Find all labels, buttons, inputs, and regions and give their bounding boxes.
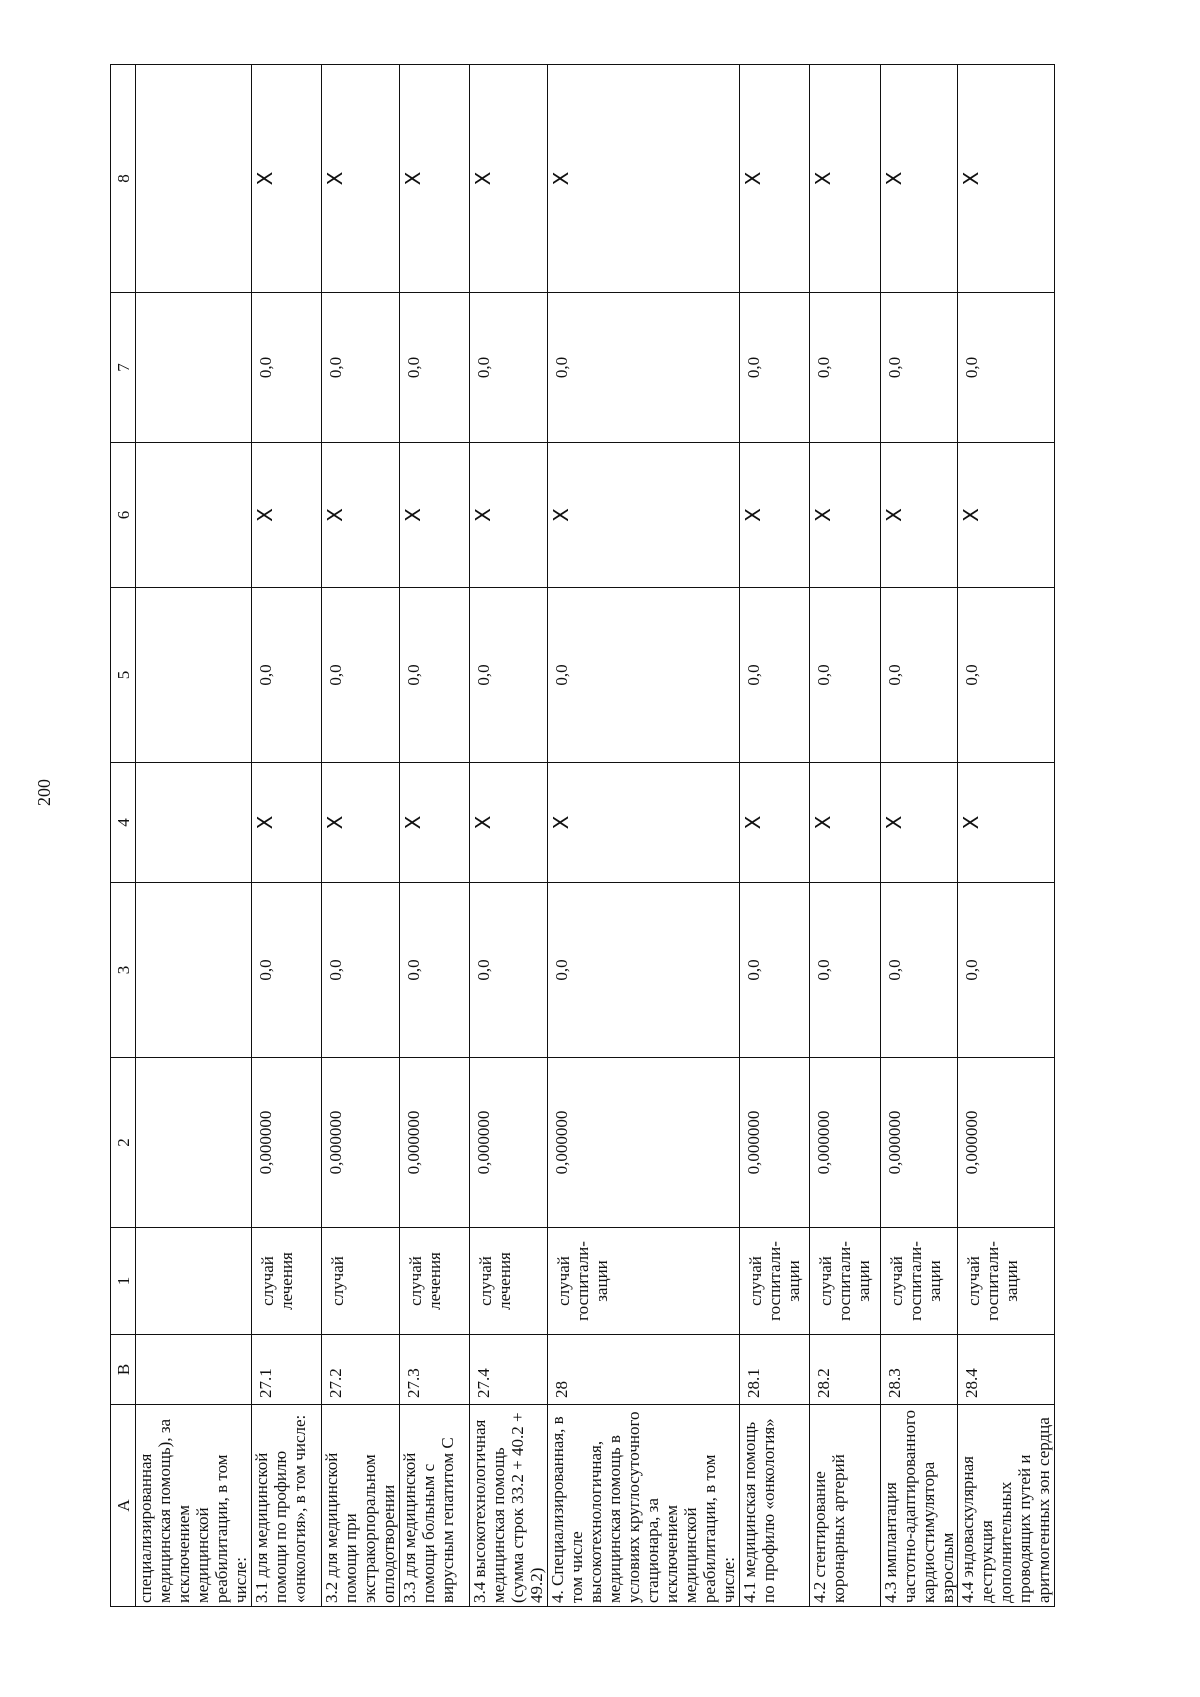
- cell-c4-text: Х: [471, 815, 496, 830]
- cell-c7-text: 0,0: [743, 356, 763, 379]
- cell-b: [958, 1335, 1055, 1405]
- cell-b-text: 27.2: [326, 1368, 346, 1398]
- cell-c1-text: случай: [328, 1256, 348, 1306]
- cell-c4-text: Х: [740, 815, 765, 830]
- cell-c2-text: 0,000000: [403, 1110, 423, 1175]
- cell-a: [810, 1405, 880, 1607]
- col-header-3: 3: [111, 883, 136, 1058]
- cell-c6-text: Х: [811, 508, 836, 522]
- cell-a-text: 4.3 имплантация частотно-адаптированного кардиостимулятора взрослым: [880, 1409, 957, 1603]
- cell-c5-text: 0,0: [962, 664, 982, 686]
- cell-c4: [470, 763, 548, 883]
- col-header-5: 5: [111, 588, 136, 763]
- cell-c5-text: 0,0: [403, 664, 423, 686]
- cell-b-text: 28.4: [962, 1368, 982, 1398]
- cell-c5: [739, 588, 809, 763]
- cell-c1: [399, 1228, 469, 1335]
- cell-c3-text: 0,0: [326, 959, 346, 981]
- cell-c3-text: 0,0: [814, 959, 834, 981]
- cell-c1-text: случай госпитали-зации: [964, 1241, 1022, 1321]
- col-header-b: В: [111, 1335, 136, 1405]
- cell-c5: [470, 588, 548, 763]
- cell-c8-text: Х: [471, 171, 496, 186]
- cell-a: [547, 1405, 739, 1607]
- cell-c1: [880, 1228, 958, 1335]
- cell-c4: [399, 763, 469, 883]
- cell-c8: [739, 65, 809, 293]
- cell-c1-text: случай лечения: [257, 1252, 296, 1310]
- col-header-7: 7: [111, 293, 136, 443]
- cell-c7-text: 0,0: [403, 356, 423, 379]
- cell-c5: [958, 588, 1055, 763]
- cell-c1-text: случай госпитали-зации: [816, 1241, 874, 1321]
- cell-b: [251, 1335, 321, 1405]
- page-number: 200: [34, 779, 54, 806]
- cell-c5-text: 0,0: [743, 664, 763, 686]
- cell-c2: [810, 1058, 880, 1228]
- cell-a: [136, 1405, 252, 1607]
- cell-c1: [470, 1228, 548, 1335]
- cell-c2: [136, 1058, 252, 1228]
- cell-c5: [810, 588, 880, 763]
- cell-c2: [470, 1058, 548, 1228]
- cell-c3: [739, 883, 809, 1058]
- cell-c2-text: 0,000000: [551, 1110, 571, 1175]
- cell-a-text: 3.3 для медицинской помощи больным с вирусным гепатитом С: [399, 1437, 457, 1603]
- cell-c6-text: Х: [548, 508, 573, 522]
- cell-c7-text: 0,0: [474, 356, 494, 379]
- cell-c5: [547, 588, 739, 763]
- cell-c1-text: случай госпитали-зации: [553, 1241, 611, 1321]
- cell-c6-text: Х: [252, 508, 277, 522]
- cell-c8: [136, 65, 252, 293]
- cell-c7: [880, 293, 958, 443]
- cell-c7: [547, 293, 739, 443]
- cell-a-text: 4. Специализированная, в том числе высокотехнологичная, медицинская помощь в условиях круглосуточного стационара, за исключением медицинской реабилитации, в том числе:: [547, 1411, 738, 1603]
- cell-c1-text: случай лечения: [405, 1252, 444, 1310]
- cell-c7: [399, 293, 469, 443]
- cell-c5: [136, 588, 252, 763]
- cell-c5-text: 0,0: [551, 664, 571, 686]
- cell-a-text: специализированная медицинская помощь), за исключением медицинской реабилитации, в том числе:: [136, 1418, 250, 1603]
- cell-b: [547, 1335, 739, 1405]
- cell-a-text: 3.1 для медицинской помощи по профилю «онкология», в том числе:: [251, 1414, 309, 1603]
- cell-c1-text: случай лечения: [476, 1252, 515, 1310]
- cell-c1: [322, 1228, 400, 1335]
- cell-c5-text: 0,0: [474, 664, 494, 686]
- cell-c6: [322, 443, 400, 588]
- col-header-6: 6: [111, 443, 136, 588]
- cell-c6-text: Х: [881, 508, 906, 522]
- cell-c1: [251, 1228, 321, 1335]
- cell-a-text: 4.4 эндоваскулярная деструкция дополнительных проводящих путей и аритмогенных зон сердца: [958, 1417, 1054, 1603]
- cell-c3-text: 0,0: [743, 959, 763, 981]
- cell-c5: [399, 588, 469, 763]
- cell-a-text: 3.4 высокотехнологичная медицинская помощь (сумма строк 33.2 + 40.2 + 49.2): [470, 1412, 547, 1603]
- cell-c2: [322, 1058, 400, 1228]
- cell-c8: [470, 65, 548, 293]
- cell-a: [880, 1405, 958, 1607]
- cell-c1: [958, 1228, 1055, 1335]
- cell-c6-text: Х: [740, 508, 765, 522]
- cell-c3-text: 0,0: [551, 959, 571, 981]
- table-row: [399, 65, 469, 1607]
- cell-c2: [251, 1058, 321, 1228]
- cell-c6-text: Х: [471, 508, 496, 522]
- cell-c6-text: Х: [323, 508, 348, 522]
- cell-c7-text: 0,0: [551, 356, 571, 379]
- cell-c8-text: Х: [740, 171, 765, 186]
- cell-c8: [547, 65, 739, 293]
- cell-c7-text: 0,0: [255, 356, 275, 379]
- cell-c7-text: 0,0: [326, 356, 346, 379]
- cell-c6: [251, 443, 321, 588]
- cell-b: [136, 1335, 252, 1405]
- cell-b-text: 28.3: [884, 1368, 904, 1398]
- cell-c3-text: 0,0: [255, 959, 275, 981]
- cell-c6-text: Х: [400, 508, 425, 522]
- cell-c6: [810, 443, 880, 588]
- cell-c2-text: 0,000000: [474, 1110, 494, 1175]
- col-header-2: 2: [111, 1058, 136, 1228]
- cell-c5-text: 0,0: [255, 664, 275, 686]
- cell-b-text: 28.2: [814, 1368, 834, 1398]
- cell-c1: [547, 1228, 739, 1335]
- cell-b: [880, 1335, 958, 1405]
- cell-c8-text: Х: [548, 171, 573, 186]
- cell-c7: [470, 293, 548, 443]
- table-row: [810, 65, 880, 1607]
- cell-c1-text: случай госпитали-зации: [886, 1241, 944, 1321]
- cell-c3-text: 0,0: [962, 959, 982, 981]
- col-header-1: 1: [111, 1228, 136, 1335]
- cell-c4: [739, 763, 809, 883]
- cell-c4: [322, 763, 400, 883]
- cell-c7: [810, 293, 880, 443]
- cell-c4-text: Х: [548, 815, 573, 830]
- cell-c7: [958, 293, 1055, 443]
- cell-c4: [251, 763, 321, 883]
- cell-b-text: 28: [551, 1381, 571, 1398]
- cell-a: [399, 1405, 469, 1607]
- cell-c2-text: 0,000000: [743, 1110, 763, 1175]
- cell-c1: [136, 1228, 252, 1335]
- cell-c3: [136, 883, 252, 1058]
- cell-c5-text: 0,0: [326, 664, 346, 686]
- cell-a: [958, 1405, 1055, 1607]
- cell-c3: [880, 883, 958, 1058]
- cell-c3: [251, 883, 321, 1058]
- cell-c8-text: Х: [811, 171, 836, 186]
- cell-a: [739, 1405, 809, 1607]
- cell-c2: [958, 1058, 1055, 1228]
- cell-c4-text: Х: [323, 815, 348, 830]
- table-row: [322, 65, 400, 1607]
- cell-c4: [880, 763, 958, 883]
- cell-c8: [810, 65, 880, 293]
- cell-c5-text: 0,0: [814, 664, 834, 686]
- cell-b-text: 27.1: [255, 1368, 275, 1398]
- table-body: [136, 65, 1055, 1607]
- cell-b-text: 27.4: [474, 1368, 494, 1398]
- cell-c2: [880, 1058, 958, 1228]
- cell-c4: [810, 763, 880, 883]
- cell-c6: [136, 443, 252, 588]
- cell-c8: [399, 65, 469, 293]
- cell-c5: [880, 588, 958, 763]
- cell-c3-text: 0,0: [884, 959, 904, 981]
- cell-a-text: 4.1 медицинская помощь по профилю «онкология»: [739, 1418, 778, 1603]
- cell-c3: [547, 883, 739, 1058]
- cell-c2-text: 0,000000: [962, 1110, 982, 1175]
- cell-c2: [399, 1058, 469, 1228]
- cell-c2-text: 0,000000: [326, 1110, 346, 1175]
- cell-c4-text: Х: [811, 815, 836, 830]
- cell-c3-text: 0,0: [403, 959, 423, 981]
- cell-c4-text: Х: [881, 815, 906, 830]
- table-row: [251, 65, 321, 1607]
- cell-c7: [739, 293, 809, 443]
- col-header-4: 4: [111, 763, 136, 883]
- cell-c4: [547, 763, 739, 883]
- cell-c2-text: 0,000000: [814, 1110, 834, 1175]
- cell-c7-text: 0,0: [814, 356, 834, 379]
- table-row: [880, 65, 958, 1607]
- cell-c4-text: Х: [400, 815, 425, 830]
- rotated-table-container: [110, 65, 1055, 1607]
- cell-c2: [739, 1058, 809, 1228]
- cell-c1: [810, 1228, 880, 1335]
- cell-b-text: 28.1: [743, 1368, 763, 1398]
- cell-c1: [739, 1228, 809, 1335]
- cell-c2: [547, 1058, 739, 1228]
- cell-a: [470, 1405, 548, 1607]
- cell-c7-text: 0,0: [962, 356, 982, 379]
- cell-c6: [547, 443, 739, 588]
- cell-c4: [958, 763, 1055, 883]
- cell-c5-text: 0,0: [884, 664, 904, 686]
- cell-c3: [322, 883, 400, 1058]
- col-header-8: 8: [111, 65, 136, 293]
- cell-c7: [251, 293, 321, 443]
- table-row: [547, 65, 739, 1607]
- table-row: [958, 65, 1055, 1607]
- cell-c8-text: Х: [400, 171, 425, 186]
- cell-c3: [810, 883, 880, 1058]
- cell-a: [251, 1405, 321, 1607]
- cell-c4-text: Х: [959, 815, 984, 830]
- cell-c5: [251, 588, 321, 763]
- cell-c5: [322, 588, 400, 763]
- cell-c7-text: 0,0: [884, 356, 904, 379]
- cell-c3: [399, 883, 469, 1058]
- cell-c4: [136, 763, 252, 883]
- cell-c8-text: Х: [959, 171, 984, 186]
- cell-c4-text: Х: [252, 815, 277, 830]
- cell-c3: [470, 883, 548, 1058]
- table-row: [470, 65, 548, 1607]
- cell-c8: [322, 65, 400, 293]
- table-row: [739, 65, 809, 1607]
- cell-c8: [880, 65, 958, 293]
- cell-a-text: 4.2 стентирование коронарных артерий: [810, 1454, 849, 1603]
- cell-a-text: 3.2 для медицинской помощи при экстракорпоральном оплодотворении: [322, 1452, 399, 1603]
- header-row: [111, 65, 136, 1607]
- cell-c8: [251, 65, 321, 293]
- cell-b-text: 27.3: [403, 1368, 423, 1398]
- cell-c7: [136, 293, 252, 443]
- cell-b: [810, 1335, 880, 1405]
- cell-c6: [739, 443, 809, 588]
- cell-c6: [470, 443, 548, 588]
- cell-a: [322, 1405, 400, 1607]
- cell-c6: [399, 443, 469, 588]
- table-row: [136, 65, 252, 1607]
- cell-b: [322, 1335, 400, 1405]
- cell-b: [399, 1335, 469, 1405]
- cell-c6: [880, 443, 958, 588]
- cell-c8: [958, 65, 1055, 293]
- cell-c3-text: 0,0: [474, 959, 494, 981]
- col-header-a: А: [111, 1405, 136, 1607]
- data-table: [110, 64, 1055, 1607]
- cell-c8-text: Х: [252, 171, 277, 186]
- cell-c8-text: Х: [881, 171, 906, 186]
- cell-c7: [322, 293, 400, 443]
- cell-b: [470, 1335, 548, 1405]
- cell-b: [739, 1335, 809, 1405]
- cell-c1-text: случай госпитали-зации: [745, 1241, 803, 1321]
- cell-c6: [958, 443, 1055, 588]
- cell-c2-text: 0,000000: [884, 1110, 904, 1175]
- cell-c6-text: Х: [959, 508, 984, 522]
- cell-c3: [958, 883, 1055, 1058]
- cell-c2-text: 0,000000: [255, 1110, 275, 1175]
- cell-c8-text: Х: [323, 171, 348, 186]
